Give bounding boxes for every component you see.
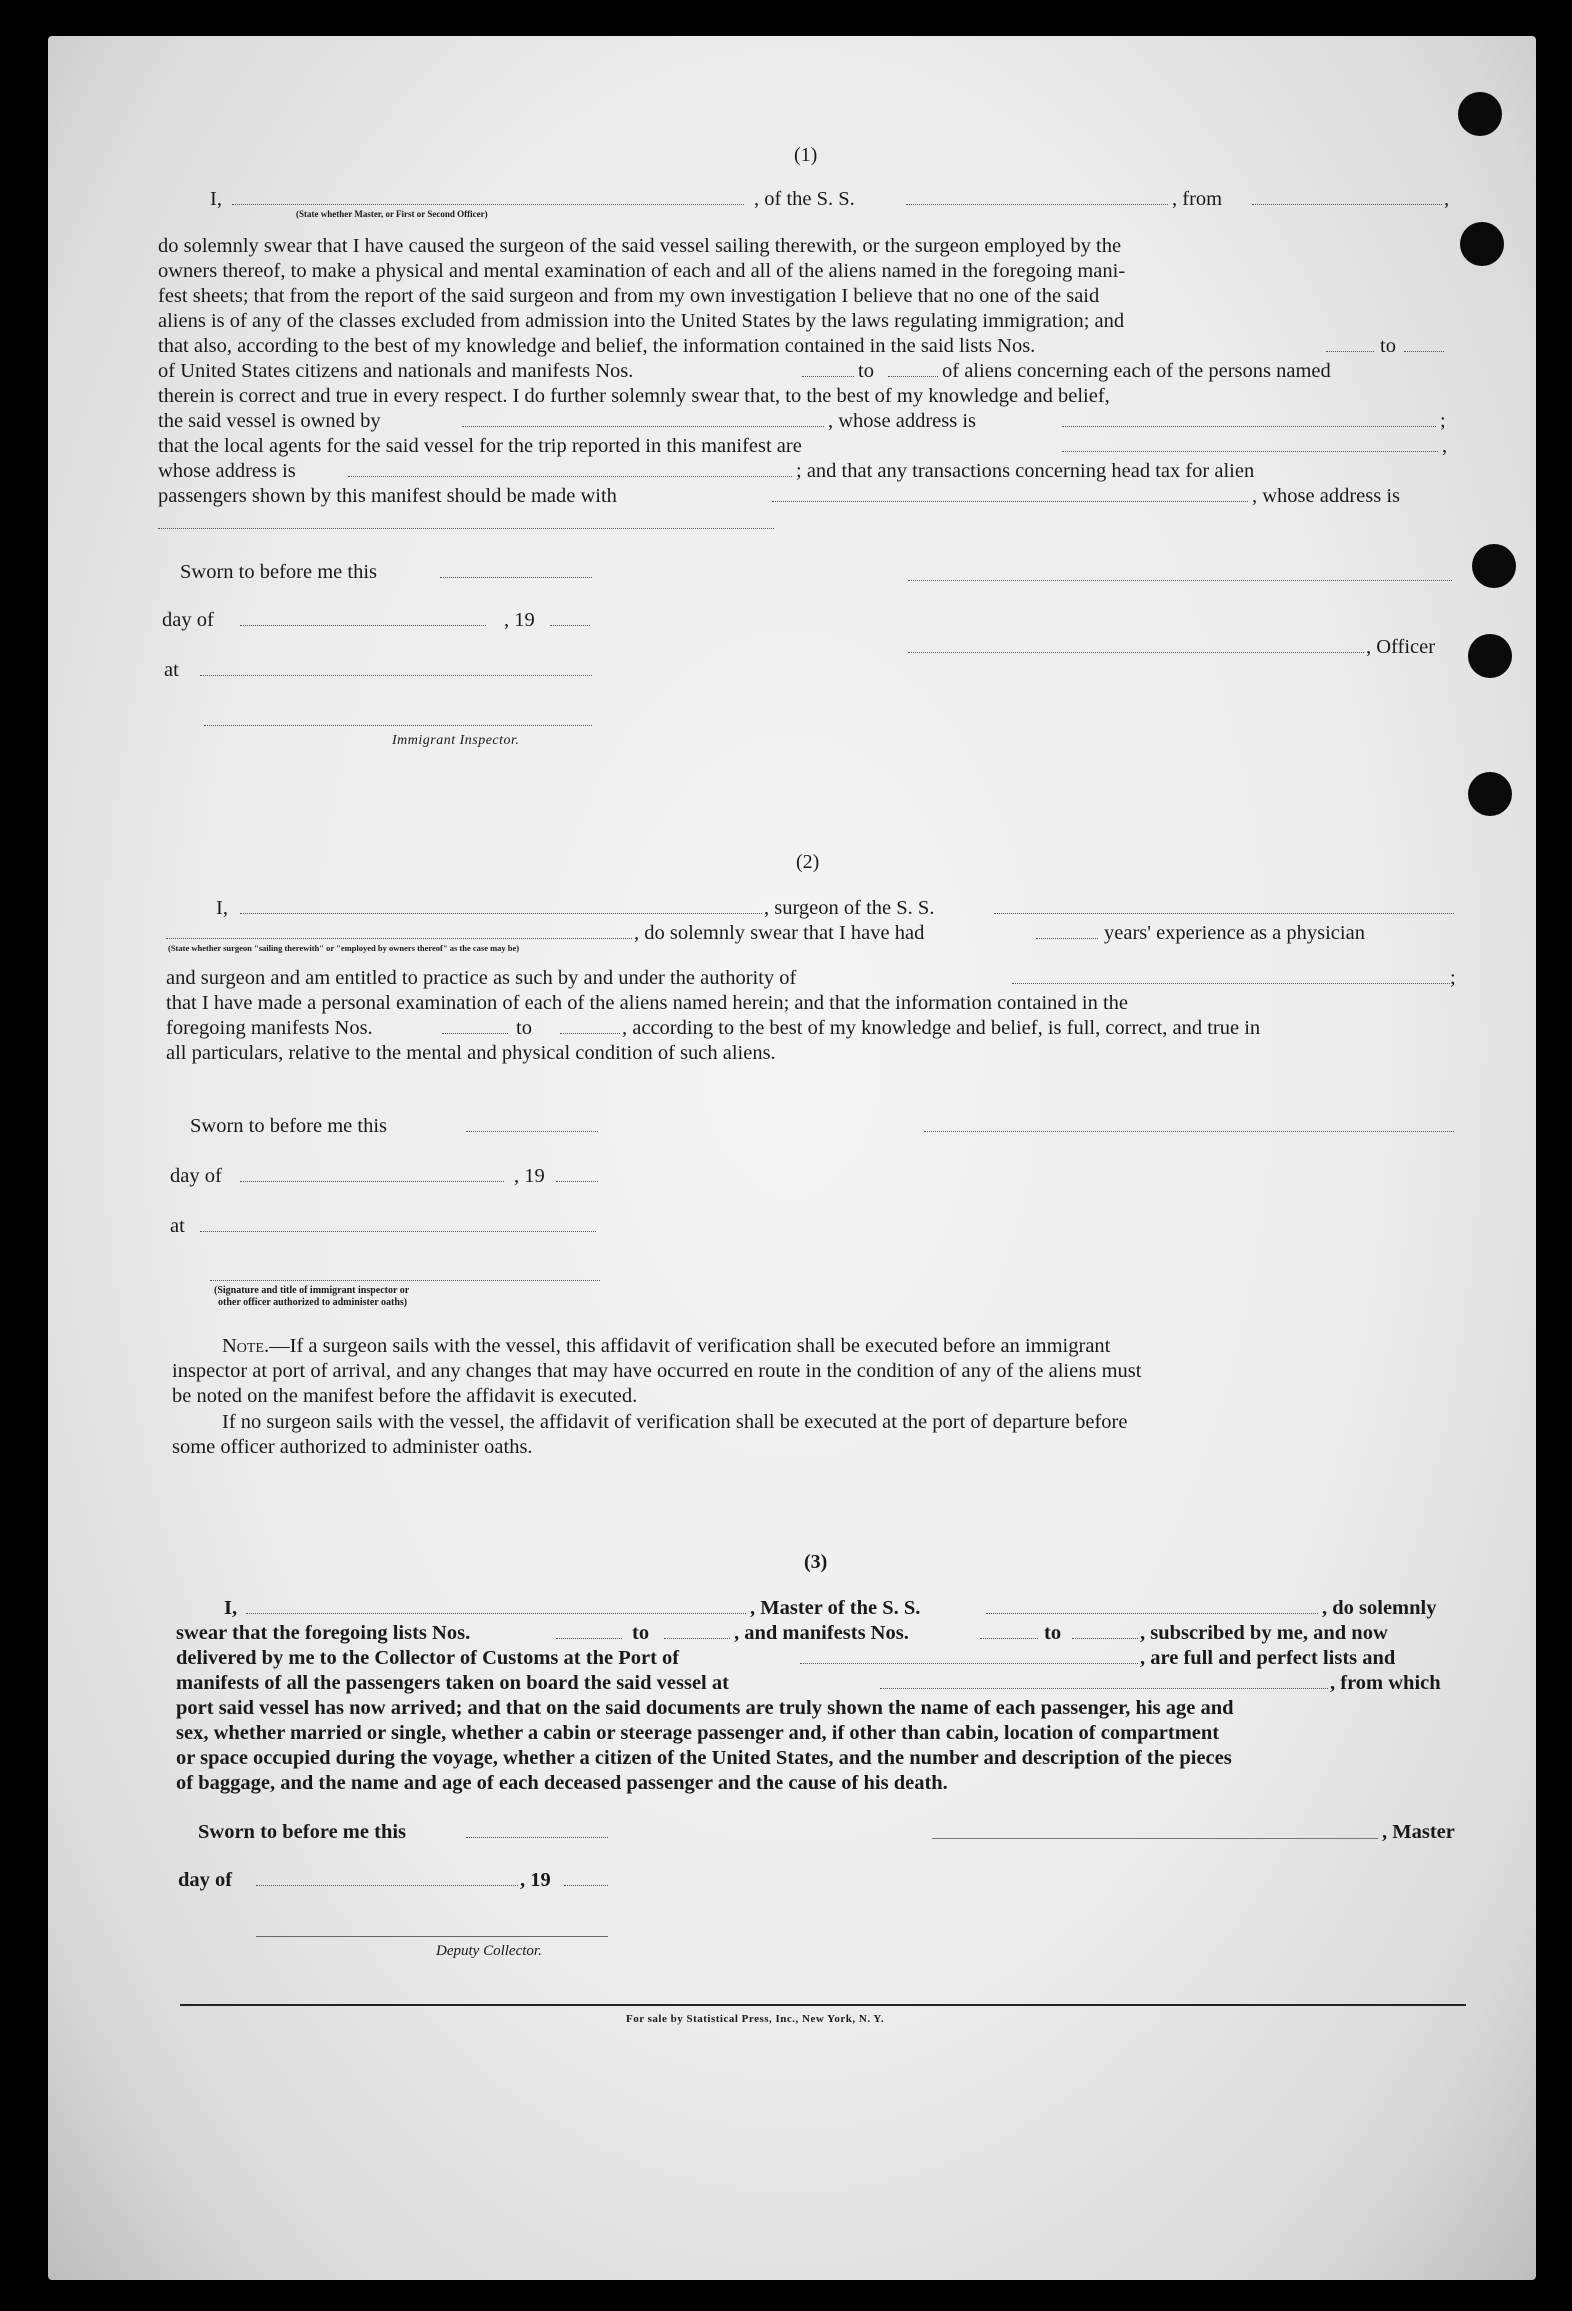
affidavit-3-master-of: , Master of the S. S. <box>750 1597 921 1619</box>
head-tax-party-field[interactable] <box>772 501 1248 502</box>
affidavit-1-year: , 19 <box>504 609 535 631</box>
manifests-nos-from-field[interactable] <box>802 376 854 377</box>
sworn-date-field[interactable] <box>440 577 592 578</box>
surgeon-status-field[interactable] <box>166 938 632 939</box>
affidavit-2-line: and surgeon and am entitled to practice as such by and under the authority of <box>166 967 797 989</box>
affidavit-3-master: , Master <box>1382 1821 1455 1843</box>
affidavit-2-i: I, <box>216 897 228 919</box>
affidavit-1-line: of aliens concerning each of the persons named <box>942 360 1331 382</box>
officer-name-field[interactable] <box>232 204 744 205</box>
affidavit-1-line: the said vessel is owned by <box>158 410 381 432</box>
vessel-name-field[interactable] <box>906 204 1168 205</box>
owner-address-field[interactable] <box>1062 426 1436 427</box>
punch-hole <box>1468 772 1512 816</box>
affidavit-3-deputy: Deputy Collector. <box>436 1943 542 1959</box>
authority-field[interactable] <box>1012 983 1450 984</box>
affidavit-2-at: at <box>170 1215 185 1237</box>
affidavit-1-line: do solemnly swear that I have caused the surgeon of the said vessel sailing therewith, or the surgeon employed by the <box>158 235 1122 257</box>
affidavit-1-at: at <box>164 659 179 681</box>
affidavit-2-years: years' experience as a physician <box>1104 922 1365 944</box>
port-boarded-field[interactable] <box>880 1688 1328 1689</box>
note-line: be noted on the manifest before the affidavit is executed. <box>172 1385 638 1407</box>
affidavit-2-sig-note-2: other officer authorized to administer oaths) <box>218 1297 408 1308</box>
affidavit-1-line: , <box>1442 435 1448 457</box>
year-field[interactable] <box>550 625 590 626</box>
surgeon-manifest-from-field[interactable] <box>442 1033 508 1034</box>
affidavit-1-sworn: Sworn to before me this <box>180 561 377 583</box>
affidavit-3-year: , 19 <box>520 1869 551 1891</box>
affidavit-3-i: I, <box>224 1597 238 1619</box>
affidavit-3-line: port said vessel has now arrived; and that on the said documents are truly shown the name of each passenger, his age and <box>176 1697 1234 1719</box>
punch-hole <box>1468 634 1512 678</box>
affidavit-1-line: , whose address is <box>1252 485 1401 507</box>
affidavit-3-line: swear that the foregoing lists Nos. <box>176 1622 471 1644</box>
affidavit-1-line: aliens is of any of the classes excluded from admission into the United States by the laws regulating immigration; and <box>158 310 1125 332</box>
note-label: Note. <box>222 1335 270 1357</box>
affidavit-1-line: that the local agents for the said vessel for the trip reported in this manifest are <box>158 435 802 457</box>
affidavit-2-day-of: day of <box>170 1165 222 1187</box>
affidavit-1-officer: , Officer <box>1366 636 1436 658</box>
affidavit-3-sworn: Sworn to before me this <box>198 1821 407 1843</box>
head-tax-address-field[interactable] <box>158 528 774 529</box>
surgeon-manifest-to-field[interactable] <box>560 1033 620 1034</box>
affidavit-3-do-solemnly: , do solemnly <box>1322 1597 1437 1619</box>
departure-port-field[interactable] <box>1252 204 1442 205</box>
punch-hole <box>1460 222 1504 266</box>
surgeon-witness-signature-field[interactable] <box>210 1280 600 1281</box>
affidavit-1-i: I, <box>210 188 222 210</box>
affidavit-2-line: , according to the best of my knowledge and belief, is full, correct, and true in <box>622 1017 1261 1039</box>
affidavit-3-line: , are full and perfect lists and <box>1140 1647 1396 1669</box>
affidavit-2-heading: (2) <box>796 851 820 873</box>
agents-address-field[interactable] <box>348 476 792 477</box>
affidavit-1-line: that also, according to the best of my knowledge and belief, the information contained in the said lists Nos. <box>158 335 1036 357</box>
footer-printer: For sale by Statistical Press, Inc., New York, N. Y. <box>626 2013 885 2025</box>
lists-nos-from-field[interactable] <box>1326 351 1374 352</box>
affidavit-3-line: , subscribed by me, and now <box>1140 1622 1388 1644</box>
affidavit-3-line: , from which <box>1330 1672 1441 1694</box>
master-manifests-to-field[interactable] <box>1072 1638 1138 1639</box>
lists-nos-to-field[interactable] <box>1404 351 1444 352</box>
officer-signature-field[interactable] <box>908 652 1364 653</box>
years-experience-field[interactable] <box>1036 938 1098 939</box>
note-line: inspector at port of arrival, and any changes that may have occurred en route in the condition of any of the aliens must <box>172 1360 1142 1382</box>
affidavit-1-line: whose address is <box>158 460 296 482</box>
master-lists-from-field[interactable] <box>556 1638 622 1639</box>
affidavit-1-inspector: Immigrant Inspector. <box>392 733 520 748</box>
master-manifests-from-field[interactable] <box>980 1638 1038 1639</box>
affidavit-3-line: sex, whether married or single, whether a cabin or steerage passenger and, if other than cabin, location of compartment <box>176 1722 1220 1744</box>
affidavit-2-line: foregoing manifests Nos. <box>166 1017 373 1039</box>
affidavit-3-line: of baggage, and the name and age of each deceased passenger and the cause of his death. <box>176 1772 948 1794</box>
affidavit-2-sig-note-1: (Signature and title of immigrant inspector or <box>214 1285 410 1296</box>
at-place-field[interactable] <box>200 675 592 676</box>
affidavit-1-from: , from <box>1172 188 1223 210</box>
affidavit-1-to: to <box>1380 335 1396 357</box>
owner-field[interactable] <box>462 426 824 427</box>
note-line <box>222 1336 1110 1357</box>
master-lists-to-field[interactable] <box>664 1638 730 1639</box>
affidavit-2-line: all particulars, relative to the mental and physical condition of such aliens. <box>166 1042 776 1064</box>
affidavit-1-day-of: day of <box>162 609 214 631</box>
surgeon-name-field[interactable] <box>240 913 762 914</box>
affidavit-3-line: delivered by me to the Collector of Customs at the Port of <box>176 1647 680 1669</box>
affidavit-2-swear: , do solemnly swear that I have had <box>634 922 925 944</box>
master-sworn-date-field[interactable] <box>466 1837 608 1838</box>
note-line: If no surgeon sails with the vessel, the affidavit of verification shall be executed at the port of departure before <box>222 1411 1128 1433</box>
inspector-signature-field[interactable] <box>204 725 592 726</box>
affidavit-1-from-end: , <box>1444 188 1450 210</box>
affidavit-3-line: or space occupied during the voyage, whether a citizen of the United States, and the number and description of the pieces <box>176 1747 1232 1769</box>
affidavit-1-line: passengers shown by this manifest should be made with <box>158 485 617 507</box>
affidavit-3-to: to <box>1044 1622 1062 1644</box>
note-line: some officer authorized to administer oaths. <box>172 1436 533 1458</box>
affidavit-3-heading: (3) <box>804 1551 828 1573</box>
affidavit-1-of-ss: , of the S. S. <box>754 188 855 210</box>
surgeon-year-field[interactable] <box>556 1181 598 1182</box>
affidavit-2-to: to <box>516 1017 532 1039</box>
footer-divider <box>180 2004 1466 2006</box>
note-text: —If a surgeon sails with the vessel, this affidavit of verification shall be executed before an immigrant <box>269 1335 1111 1357</box>
affidavit-1-line: , whose address is <box>828 410 977 432</box>
affidavit-1-heading: (1) <box>794 144 818 166</box>
master-signature-field[interactable] <box>932 1838 1378 1839</box>
master-vessel-field[interactable] <box>986 1613 1318 1614</box>
master-name-field[interactable] <box>246 1613 746 1614</box>
affidavit-3-day-of: day of <box>178 1869 233 1891</box>
affidavit-1-line: ; <box>1440 410 1446 432</box>
affidavit-1-line: fest sheets; that from the report of the said surgeon and from my own investigation I believe that no one of the said <box>158 285 1100 307</box>
affidavit-3-line: , and manifests Nos. <box>734 1622 909 1644</box>
manifests-nos-to-field[interactable] <box>888 376 938 377</box>
surgeon-vessel-field[interactable] <box>994 913 1454 914</box>
affidavit-2-surgeon-of: , surgeon of the S. S. <box>764 897 935 919</box>
master-year-field[interactable] <box>564 1885 608 1886</box>
affidavit-2-state-note: (State whether surgeon "sailing therewith" or "employed by owners thereof" as the case may be) <box>168 943 520 953</box>
affidavit-2-line: that I have made a personal examination of each of the aliens named herein; and that the information contained in the <box>166 992 1128 1014</box>
affidavit-1-line: of United States citizens and nationals and manifests Nos. <box>158 360 634 382</box>
punch-hole <box>1472 544 1516 588</box>
affidavit-1-line: ; and that any transactions concerning head tax for alien <box>796 460 1255 482</box>
surgeon-day-of-field[interactable] <box>240 1181 504 1182</box>
master-day-of-field[interactable] <box>256 1885 518 1886</box>
deputy-signature-field[interactable] <box>256 1936 608 1937</box>
surgeon-at-field[interactable] <box>200 1231 596 1232</box>
punch-hole <box>1458 92 1502 136</box>
day-of-field[interactable] <box>240 625 486 626</box>
affidavit-2-sworn: Sworn to before me this <box>190 1115 387 1137</box>
affidavit-2-line: ; <box>1450 967 1456 989</box>
surgeon-sworn-date-field[interactable] <box>466 1131 598 1132</box>
officer-signature-field-top[interactable] <box>908 580 1452 581</box>
affidavit-1-line: owners thereof, to make a physical and mental examination of each and all of the aliens named in the foregoing mani- <box>158 260 1126 282</box>
affidavit-1-state-note: (State whether Master, or First or Second Officer) <box>296 209 488 219</box>
surgeon-signature-field[interactable] <box>924 1131 1454 1132</box>
affidavit-1-line: therein is correct and true in every respect. I do further solemnly swear that, to the best of my knowledge and belief, <box>158 385 1110 407</box>
affidavit-3-to: to <box>632 1622 650 1644</box>
affidavit-1-to: to <box>858 360 874 382</box>
affidavit-2-year: , 19 <box>514 1165 545 1187</box>
affidavit-3-line: manifests of all the passengers taken on board the said vessel at <box>176 1672 729 1694</box>
port-of-arrival-field[interactable] <box>800 1663 1138 1664</box>
local-agents-field[interactable] <box>1062 451 1438 452</box>
